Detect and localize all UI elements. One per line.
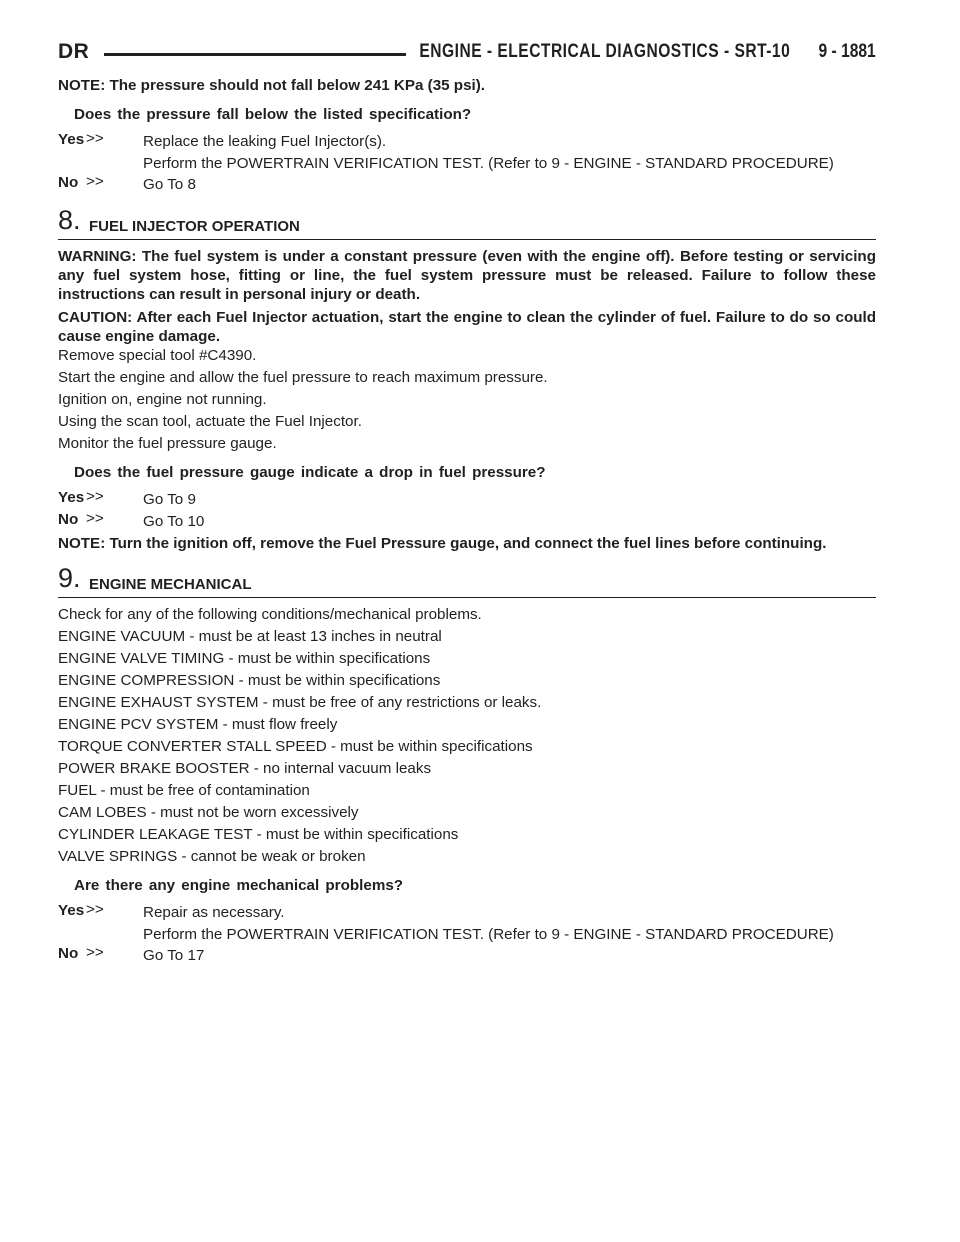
answer-text: Repair as necessary. [143,904,285,921]
section-heading-9 [58,563,876,598]
page-header [58,40,876,66]
answer-label: Yes [58,902,85,919]
answer-text: Perform the POWERTRAIN VERIFICATION TEST. (Refer to 9 - ENGINE - STANDARD PROCEDURE) [143,926,834,943]
answer-text: Go To 8 [143,176,196,193]
condition-item: FUEL - must be free of contamination [58,782,310,799]
note-ignition: NOTE: Turn the ignition off, remove the Fuel Pressure gauge, and connect the fuel lines before continuing. [58,535,827,552]
answer-text: Perform the POWERTRAIN VERIFICATION TEST. (Refer to 9 - ENGINE - STANDARD PROCEDURE) [143,155,834,172]
answer-text: Go To 9 [143,491,196,508]
condition-item: POWER BRAKE BOOSTER - no internal vacuum leaks [58,760,432,777]
question-mechanical: Are there any engine mechanical problems? [74,877,404,894]
note-pressure: NOTE: The pressure should not fall below 241 KPa (35 psi). [58,77,486,94]
answer-yes [58,903,876,944]
arrow-icon: >> [86,173,104,190]
answer-no [58,512,876,532]
step-text: Remove special tool #C4390. [58,347,257,364]
page-content [58,76,876,968]
condition-item: CYLINDER LEAKAGE TEST - must be within specifications [58,826,459,843]
section-number: 8. [58,205,81,235]
arrow-icon: >> [86,944,104,961]
warning-text: WARNING: The fuel system is under a constant pressure (even with the engine off). Before testing or servicing any fuel system hose, fitting or line, the fuel system pressure must be released. Failure to follow these instructions can result in personal injury or death. [58,248,876,303]
condition-item: CAM LOBES - must not be worn excessively [58,804,359,821]
step-text: Start the engine and allow the fuel pressure to reach maximum pressure. [58,369,548,386]
section-heading-8 [58,205,876,240]
condition-item: ENGINE EXHAUST SYSTEM - must be free of any restrictions or leaks. [58,694,542,711]
header-title: ENGINE - ELECTRICAL DIAGNOSTICS - SRT-10 [419,41,790,62]
question-pressure: Does the pressure fall below the listed specification? [74,106,472,123]
question-fuel-drop: Does the fuel pressure gauge indicate a drop in fuel pressure? [74,464,546,481]
section-title: ENGINE MECHANICAL [89,576,252,593]
answer-label: Yes [58,489,85,506]
section-title: FUEL INJECTOR OPERATION [89,218,300,235]
answer-yes [58,132,876,173]
answer-text: Replace the leaking Fuel Injector(s). [143,133,387,150]
condition-item: ENGINE VACUUM - must be at least 13 inches in neutral [58,628,442,645]
header-code: DR [58,40,90,63]
condition-item: ENGINE VALVE TIMING - must be within specifications [58,650,431,667]
condition-item: TORQUE CONVERTER STALL SPEED - must be within specifications [58,738,533,755]
answer-text: Go To 10 [143,513,205,530]
answer-no [58,946,876,966]
condition-item: ENGINE COMPRESSION - must be within specifications [58,672,441,689]
page-number: 9 - 1881 [818,41,876,62]
answer-label: Yes [58,131,85,148]
arrow-icon: >> [86,510,104,527]
step-text: Ignition on, engine not running. [58,391,267,408]
condition-item: VALVE SPRINGS - cannot be weak or broken [58,848,366,865]
caution-text: CAUTION: After each Fuel Injector actuation, start the engine to clean the cylinder of fuel. Failure to do so could cause engine damage. [58,309,876,345]
answer-yes [58,490,876,510]
step-text: Monitor the fuel pressure gauge. [58,435,277,452]
arrow-icon: >> [86,130,104,147]
intro-text: Check for any of the following conditions/mechanical problems. [58,606,482,623]
arrow-icon: >> [86,488,104,505]
answer-text: Go To 17 [143,947,205,964]
header-rule [104,53,406,56]
arrow-icon: >> [86,901,104,918]
answer-no [58,175,876,195]
answer-label: No [58,174,79,191]
answer-label: No [58,511,79,528]
section-number: 9. [58,563,81,593]
answer-label: No [58,945,79,962]
step-text: Using the scan tool, actuate the Fuel Injector. [58,413,362,430]
condition-item: ENGINE PCV SYSTEM - must flow freely [58,716,338,733]
